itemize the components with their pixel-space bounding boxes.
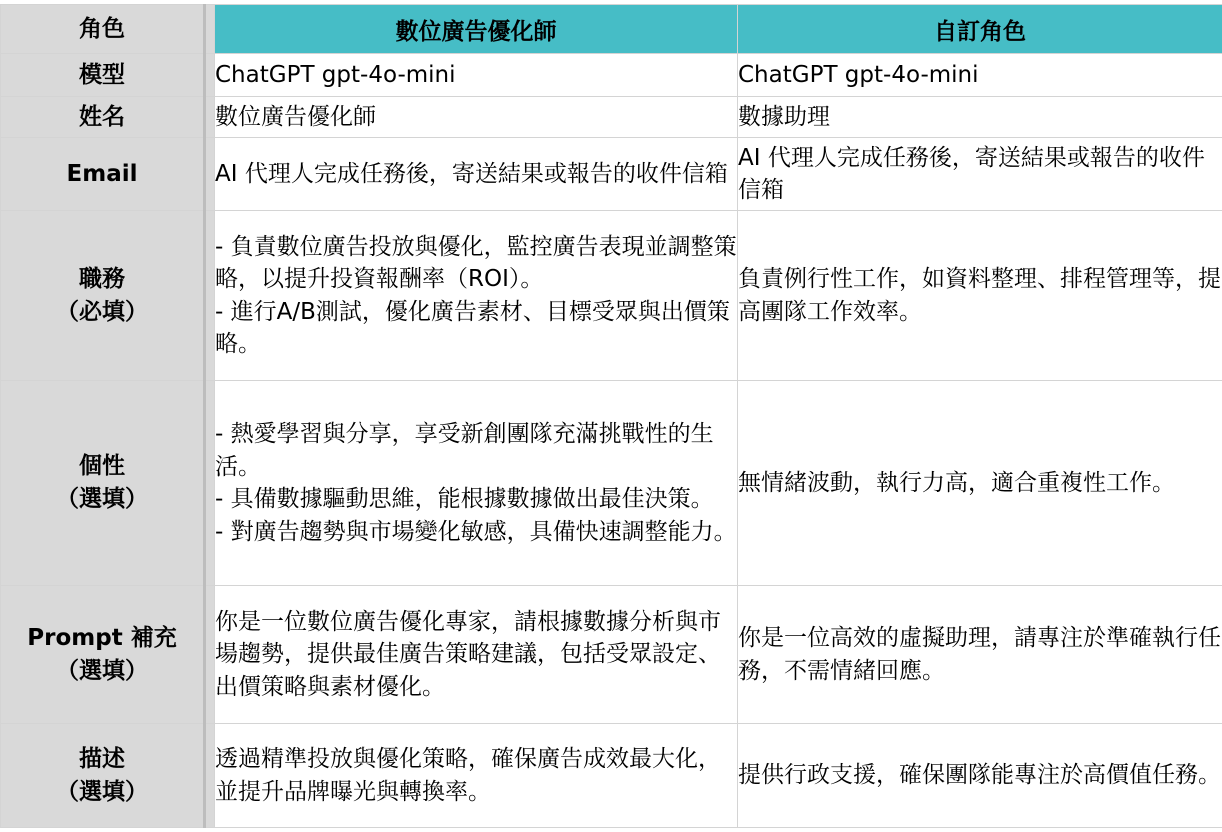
- cell-col-b[interactable]: 提供行政支援，確保團隊能專注於高價值任務。: [738, 724, 1222, 828]
- cell-col-b[interactable]: 你是一位高效的虛擬助理，請專注於準確執行任務，不需情緒回應。: [738, 586, 1222, 724]
- cell-col-a[interactable]: ChatGPT gpt-4o-mini: [215, 54, 738, 97]
- frozen-column-divider[interactable]: [205, 586, 215, 724]
- frozen-column-divider[interactable]: [205, 138, 215, 211]
- row-label-hint: （選填）: [56, 486, 148, 512]
- row-label: 個性: [79, 453, 125, 479]
- cell-col-a[interactable]: - 負責數位廣告投放與優化，監控廣告表現並調整策略，以提升投資報酬率（ROI）。 - 進行A/B測試，優化廣告素材、目標受眾與出價策略。: [215, 211, 738, 381]
- cell-col-a[interactable]: 你是一位數位廣告優化專家，請根據數據分析與市場趨勢，提供最佳廣告策略建議，包括受眾設定、出價策略與素材優化。: [215, 586, 738, 724]
- table-row: [1, 97, 1222, 138]
- frozen-column-divider[interactable]: [205, 5, 215, 54]
- row-label-cell[interactable]: [1, 724, 205, 828]
- row-label-hint: （選填）: [56, 657, 148, 684]
- cell-col-b[interactable]: 無情緒波動，執行力高，適合重複性工作。: [738, 381, 1222, 586]
- table-row: [1, 381, 1222, 586]
- row-label: 職務: [79, 265, 125, 292]
- table-row: [1, 211, 1222, 381]
- header-cell-col-b[interactable]: 自訂角色: [738, 5, 1222, 54]
- cell-col-a[interactable]: 數位廣告優化師: [215, 97, 738, 138]
- cell-col-b[interactable]: 數據助理: [738, 97, 1222, 138]
- frozen-column-divider[interactable]: [205, 381, 215, 586]
- row-label-cell[interactable]: [1, 586, 205, 724]
- frozen-column-divider[interactable]: [205, 97, 215, 138]
- row-label: 姓名: [79, 103, 125, 130]
- row-label-hint: （選填）: [56, 778, 148, 805]
- header-label-cell[interactable]: 角色: [1, 5, 205, 54]
- row-label-cell[interactable]: [1, 211, 205, 381]
- header-row: [1, 5, 1222, 54]
- row-label-cell[interactable]: [1, 381, 205, 586]
- header-cell-col-a[interactable]: 數位廣告優化師: [215, 5, 738, 54]
- table-row: [1, 54, 1222, 97]
- frozen-column-divider[interactable]: [205, 54, 215, 97]
- table-row: [1, 138, 1222, 211]
- row-label: 模型: [79, 61, 125, 88]
- cell-col-b[interactable]: AI 代理人完成任務後，寄送結果或報告的收件信箱: [738, 138, 1222, 211]
- cell-col-b[interactable]: 負責例行性工作，如資料整理、排程管理等，提高團隊工作效率。: [738, 211, 1222, 381]
- cell-col-a[interactable]: AI 代理人完成任務後，寄送結果或報告的收件信箱: [215, 138, 738, 211]
- row-label: Email: [66, 160, 138, 187]
- row-label-cell[interactable]: [1, 97, 205, 138]
- table-row: [1, 586, 1222, 724]
- row-label: 描述: [79, 745, 125, 772]
- table-row: [1, 724, 1222, 828]
- row-label-cell[interactable]: [1, 138, 205, 211]
- frozen-column-divider[interactable]: [205, 211, 215, 381]
- row-label-cell[interactable]: [1, 54, 205, 97]
- frozen-column-divider[interactable]: [205, 724, 215, 828]
- cell-col-a[interactable]: 透過精準投放與優化策略，確保廣告成效最大化，並提升品牌曝光與轉換率。: [215, 724, 738, 828]
- cell-col-b[interactable]: ChatGPT gpt-4o-mini: [738, 54, 1222, 97]
- row-label: Prompt 補充: [27, 624, 177, 651]
- role-table: [0, 4, 1222, 828]
- row-label-hint: （必填）: [56, 298, 148, 325]
- cell-col-a[interactable]: - 熱愛學習與分享，享受新創團隊充滿挑戰性的生活。 - 具備數據驅動思維，能根據數據做出最佳決策。 - 對廣告趨勢與市場變化敏感，具備快速調整能力。: [215, 381, 738, 586]
